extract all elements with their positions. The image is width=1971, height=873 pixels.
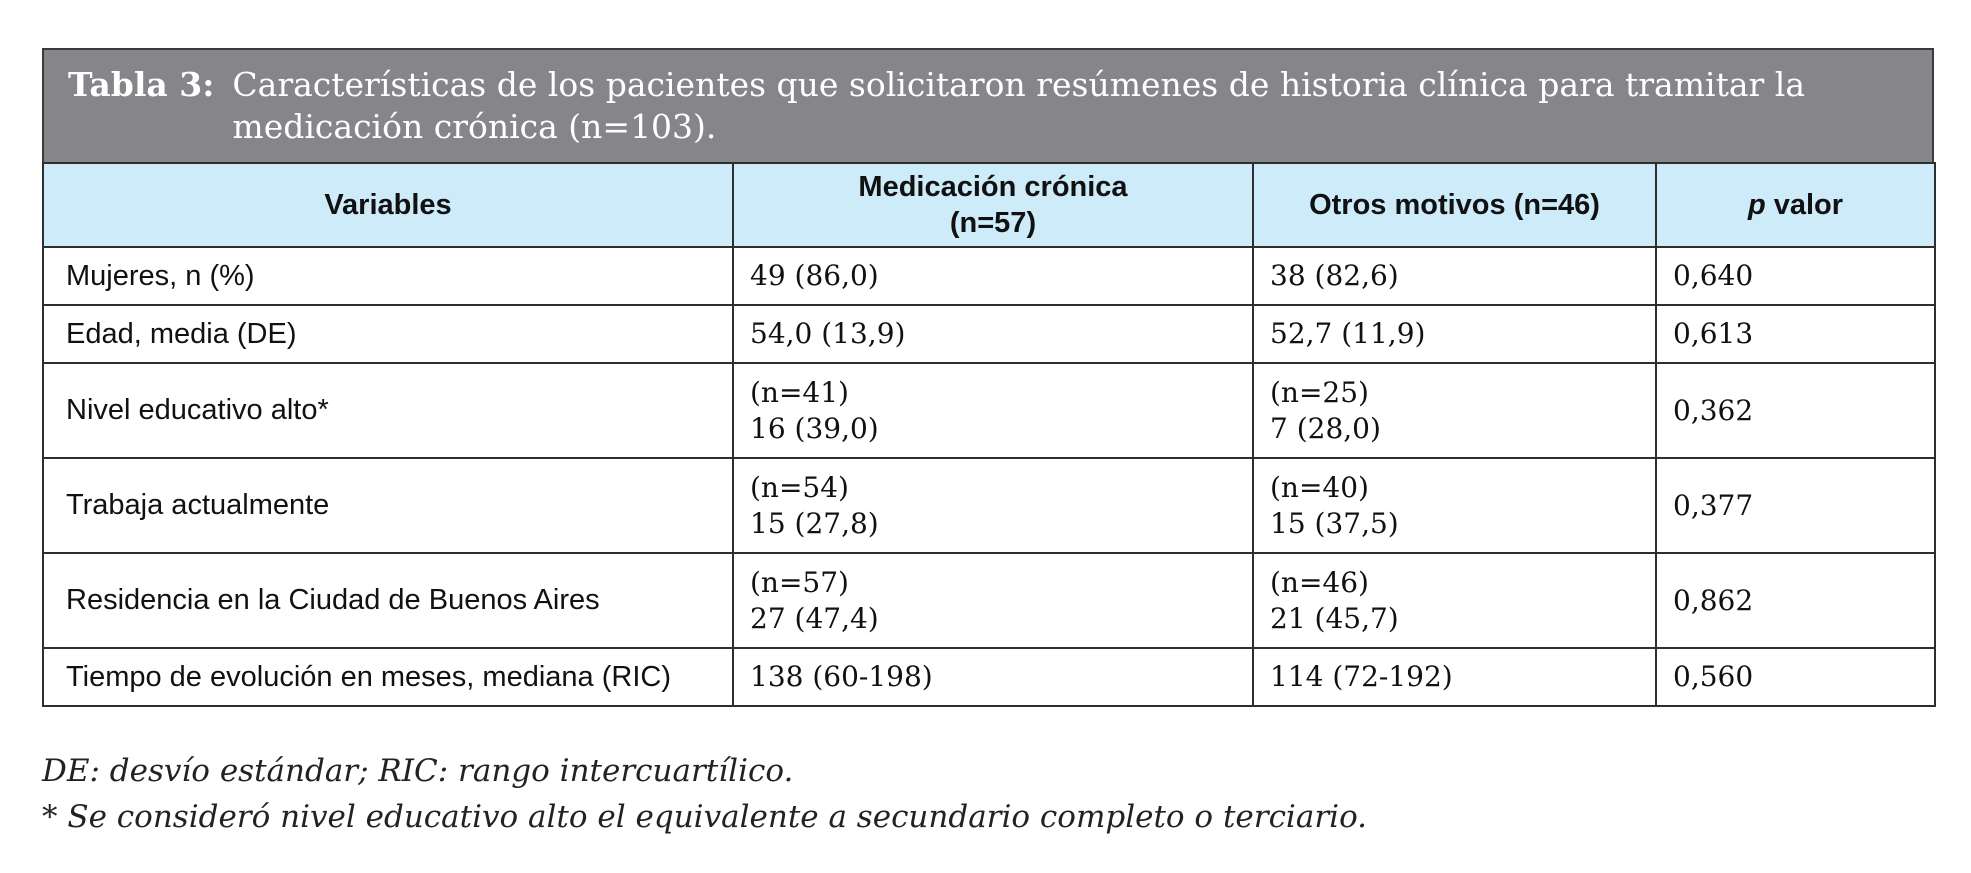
footnote-abbreviations: DE: desvío estándar; RIC: rango intercuartílico. — [42, 753, 794, 789]
cell-count: 27 (47,4) — [750, 601, 879, 635]
cell-variable: Trabaja actualmente — [43, 458, 733, 553]
header-col1-line2: (n=57) — [949, 207, 1037, 239]
cell-count: 21 (45,7) — [1270, 601, 1399, 635]
cell-otros — [1253, 363, 1656, 458]
cell-otros — [1253, 458, 1656, 553]
cell-variable: Edad, media (DE) — [43, 305, 733, 363]
cell-p-valor: 0,862 — [1656, 553, 1935, 648]
footnote-asterisk: * Se consideró nivel educativo alto el equivalente a secundario completo o terciario. — [42, 799, 1368, 835]
header-row — [43, 163, 1935, 247]
cell-medicacion: 138 (60-198) — [733, 648, 1253, 706]
table-row — [43, 247, 1935, 305]
cell-variable: Residencia en la Ciudad de Buenos Aires — [43, 553, 733, 648]
header-col1-line1: Medicación crónica — [858, 171, 1128, 203]
cell-medicacion — [733, 458, 1253, 553]
cell-variable: Nivel educativo alto* — [43, 363, 733, 458]
cell-n: (n=57) — [750, 565, 849, 599]
table-caption-text: Características de los pacientes que solicitaron resúmenes de historia clínica para tramitar la medicación crónica (n=103). — [232, 65, 1805, 146]
cell-otros: 38 (82,6) — [1253, 247, 1656, 305]
table-footnotes — [42, 748, 1367, 840]
cell-p-valor: 0,362 — [1656, 363, 1935, 458]
header-variables: Variables — [43, 163, 733, 247]
table-row — [43, 363, 1935, 458]
cell-p-valor: 0,640 — [1656, 247, 1935, 305]
cell-p-valor: 0,613 — [1656, 305, 1935, 363]
table-container — [42, 48, 1934, 707]
cell-p-valor: 0,377 — [1656, 458, 1935, 553]
cell-p-valor: 0,560 — [1656, 648, 1935, 706]
data-table — [42, 162, 1936, 707]
cell-n: (n=40) — [1270, 470, 1369, 504]
cell-count: 7 (28,0) — [1270, 411, 1381, 445]
cell-count: 15 (37,5) — [1270, 506, 1399, 540]
header-p-valor — [1656, 163, 1935, 247]
table-row — [43, 648, 1935, 706]
header-p-rest: valor — [1765, 189, 1844, 221]
table-caption — [42, 48, 1934, 162]
cell-otros: 114 (72-192) — [1253, 648, 1656, 706]
table-caption-label: Tabla 3: — [68, 65, 215, 104]
header-medicacion-cronica — [733, 163, 1253, 247]
cell-medicacion — [733, 363, 1253, 458]
cell-count: 15 (27,8) — [750, 506, 879, 540]
cell-n: (n=54) — [750, 470, 849, 504]
cell-otros: 52,7 (11,9) — [1253, 305, 1656, 363]
cell-variable: Mujeres, n (%) — [43, 247, 733, 305]
table-row — [43, 553, 1935, 648]
cell-n: (n=46) — [1270, 565, 1369, 599]
header-otros-motivos: Otros motivos (n=46) — [1253, 163, 1656, 247]
cell-medicacion: 54,0 (13,9) — [733, 305, 1253, 363]
cell-otros — [1253, 553, 1656, 648]
cell-n: (n=41) — [750, 375, 849, 409]
cell-medicacion — [733, 553, 1253, 648]
table-row — [43, 305, 1935, 363]
header-p-italic: p — [1747, 189, 1766, 221]
table-row — [43, 458, 1935, 553]
cell-medicacion: 49 (86,0) — [733, 247, 1253, 305]
cell-n: (n=25) — [1270, 375, 1369, 409]
cell-variable: Tiempo de evolución en meses, mediana (RIC) — [43, 648, 733, 706]
cell-count: 16 (39,0) — [750, 411, 879, 445]
